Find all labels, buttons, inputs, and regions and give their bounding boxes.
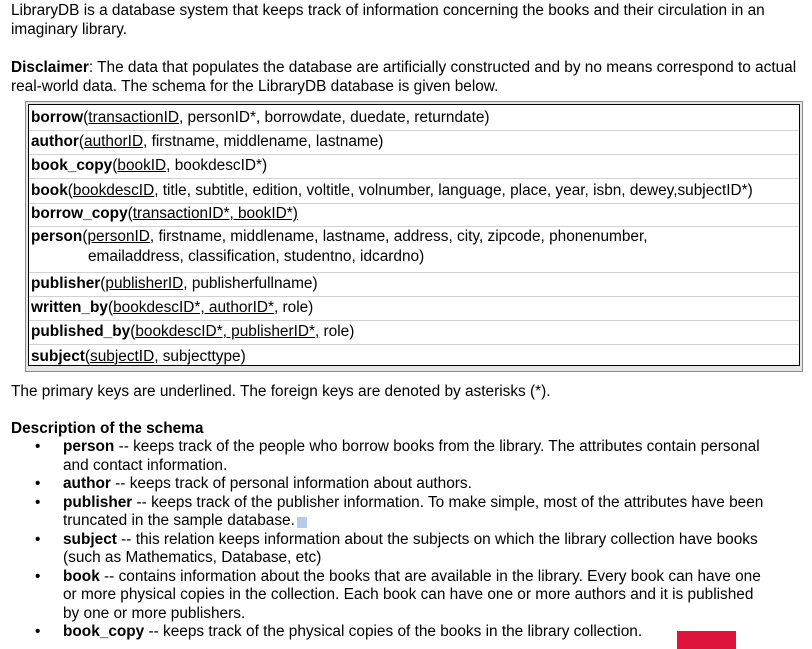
description-term: subject	[63, 530, 117, 548]
relation-name: person	[31, 228, 83, 245]
relation-keys: bookdescID*, publisherID*,	[135, 323, 320, 340]
list-item	[11, 438, 773, 475]
description-text: -- keeps track of the publisher information. To make simple, most of the attributes have been truncated in the sample database.	[63, 493, 764, 529]
relation-keys: publisherID	[105, 275, 184, 292]
relation-attributes: , role)	[273, 299, 314, 316]
relation-open-paren: (	[127, 205, 133, 222]
bullet-icon: •	[35, 475, 41, 492]
description-heading: Description of the schema	[11, 420, 204, 437]
disclaimer-text: : The data that populates the database are artificially constructed and by no means correspond to actual real-world data. The schema for the LibraryDB database is given below.	[11, 59, 797, 95]
relation-keys: transactionID	[88, 109, 179, 126]
list-item	[11, 568, 773, 624]
row-divider	[29, 320, 799, 321]
relation-name: written_by	[31, 299, 108, 316]
relation-attributes-continued: emailaddress, classification, studentno, idcardno)	[88, 248, 425, 265]
relation-published-by	[31, 322, 354, 342]
relation-borrow	[31, 108, 490, 128]
relation-keys: bookdescID	[72, 182, 155, 199]
relation-open-paren: (	[130, 323, 136, 340]
relation-attributes: , personID*, borrowdate, duedate, returndate)	[178, 109, 490, 126]
relation-open-paren: (	[100, 275, 106, 292]
relation-attributes: , firstname, middlename, lastname)	[143, 133, 384, 150]
relation-name: author	[31, 133, 79, 150]
relation-book-copy	[31, 156, 267, 176]
keys-note: The primary keys are underlined. The foreign keys are denoted by asterisks (*).	[11, 383, 551, 400]
relation-name: publisher	[31, 275, 101, 292]
relation-person	[31, 227, 648, 267]
disclaimer-label: Disclaimer	[11, 59, 89, 76]
description-term: book	[63, 567, 100, 585]
relation-name: subject	[31, 348, 85, 365]
relation-open-paren: (	[83, 109, 89, 126]
relation-open-paren: (	[112, 157, 118, 174]
relation-attributes: , bookdescID*)	[166, 157, 268, 174]
disclaimer-paragraph	[11, 59, 801, 96]
relation-open-paren: (	[84, 348, 91, 365]
row-divider	[29, 272, 799, 273]
row-divider	[29, 154, 799, 155]
bullet-icon: •	[35, 530, 41, 548]
description-term: book_copy	[63, 623, 145, 640]
relation-name: borrow_copy	[31, 205, 128, 222]
relation-book	[31, 181, 753, 201]
relation-keys: transactionID*, bookID*)	[132, 205, 298, 222]
bullet-icon: •	[35, 623, 41, 640]
relation-open-paren: (	[67, 182, 73, 199]
relation-attributes: , publisherfullname)	[183, 275, 318, 292]
intro-paragraph: LibraryDB is a database system that keeps track of information concerning the books and their circulation in an imaginary library.	[11, 2, 765, 38]
row-divider	[29, 130, 799, 131]
relation-open-paren: (	[107, 299, 114, 316]
description-text: -- keeps track of the people who borrow books from the library. The attributes contain personal and contact information.	[63, 438, 760, 474]
description-text: -- contains information about the books that are available in the library. Every book can have one or more physical copies in the collection. Each book can have one or more authors and it is published by one or more publishers.	[63, 567, 761, 622]
relation-author	[31, 132, 383, 152]
list-item	[11, 531, 773, 568]
bullet-icon: •	[35, 438, 41, 455]
description-text: -- this relation keeps information about the subjects on which the library collection have books (such as Mathematics, Database, etc)	[63, 530, 758, 566]
bullet-icon: •	[35, 493, 41, 511]
row-divider	[29, 344, 799, 345]
row-divider	[29, 296, 799, 297]
description-term: author	[63, 475, 111, 492]
text-cursor-highlight	[297, 517, 307, 528]
relation-open-paren: (	[82, 228, 88, 245]
relation-keys: bookID	[117, 157, 167, 174]
relation-attributes: , title, subtitle, edition, voltitle, volnumber, language, place, year, isbn, dewey,subjectID*)	[154, 182, 753, 199]
bullet-icon: •	[35, 567, 41, 585]
relation-name: borrow	[31, 109, 84, 126]
relation-attributes: , firstname, middlename, lastname, address, city, zipcode, phonenumber,	[149, 228, 648, 245]
schema-table	[28, 104, 800, 366]
relation-keys: subjectID	[90, 348, 155, 365]
relation-attributes: , subjecttype)	[154, 348, 246, 365]
description-text: -- keeps track of personal information about authors.	[110, 475, 472, 492]
row-divider	[29, 178, 799, 179]
relation-keys: bookdescID*, authorID*	[113, 299, 274, 316]
relation-name: book_copy	[31, 157, 113, 174]
relation-name: published_by	[31, 323, 131, 340]
list-item	[11, 475, 773, 494]
description-text: -- keeps track of the physical copies of the books in the library collection.	[144, 623, 643, 640]
relation-keys: authorID	[84, 133, 144, 150]
relation-written-by	[31, 298, 313, 318]
relation-borrow-copy	[31, 204, 298, 224]
description-term: publisher	[63, 493, 133, 511]
red-marker-block	[677, 631, 736, 649]
list-item	[11, 623, 773, 642]
description-term: person	[63, 438, 115, 455]
relation-open-paren: (	[78, 133, 85, 150]
relation-keys: personID	[87, 228, 150, 245]
relation-subject	[31, 347, 246, 367]
description-list	[11, 438, 801, 642]
relation-name: book	[31, 182, 68, 199]
schema-box	[25, 101, 803, 372]
relation-attributes: role)	[319, 323, 355, 340]
relation-publisher	[31, 274, 318, 294]
list-item	[11, 494, 773, 531]
